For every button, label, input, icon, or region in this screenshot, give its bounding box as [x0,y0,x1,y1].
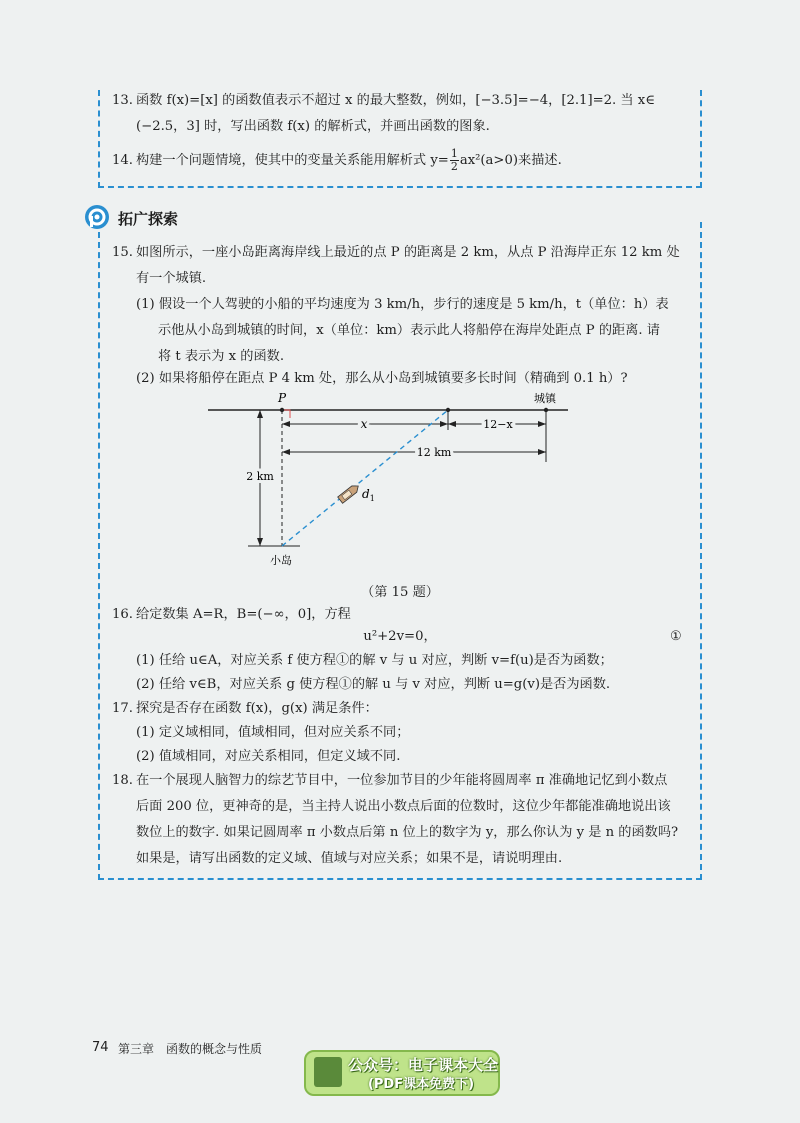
problem-17-line1: 探究是否存在函数 f(x)，g(x) 满足条件： [136,701,378,716]
problem-15-q1-line2: 示他从小岛到城镇的时间，x（单位：km）表示此人将船停在海岸处距点 P 的距离. 请 [158,323,660,338]
problem-15-line2: 有一个城镇. [136,271,207,286]
label-2km: 2 km [246,470,274,483]
label-island: 小岛 [270,554,292,567]
problem-number: 18. [112,773,133,788]
problem-18-line2: 后面 200 位，更神奇的是，当主持人说出小数点后面的位数时，这位少年都能准确地说出该 [136,799,671,814]
problem-14 [112,148,562,174]
problem-15 [112,240,680,266]
badge-line1: 公众号：电子课本大全 [348,1056,499,1074]
problem-18-line4: 如果是，请写出函数的定义域、值域与对应关系；如果不是，请说明理由. [136,851,563,866]
label-x: x [360,417,368,431]
label-d1 [362,487,375,503]
badge-line2: (PDF课本免费下) [367,1077,475,1092]
problem-18-line3: 数位上的数字. 如果记圆周率 π 小数点后第 n 位上的数字为 y，那么你认为 y 是 n 的函数吗? [136,825,679,840]
label-12-minus-x: 12−x [483,418,513,431]
label-town: 城镇 [534,392,556,405]
problem-16-q2: (2) 任给 v∈B，对应关系 g 使方程①的解 u 与 v 对应，判断 u=g(v)是否为函数. [136,677,611,692]
page-number: 74 [92,1040,109,1055]
book-logo-icon [314,1057,342,1087]
problem-14-text-after: ax²(a>0)来描述. [459,153,562,168]
figure-caption: （第 15 题） [361,585,439,600]
island-town-diagram [208,386,588,576]
problem-17-q2: (2) 值域相同，对应关系相同，但定义域不同. [136,749,401,764]
problem-18 [112,768,667,794]
point-P [280,408,284,412]
problem-13 [112,88,655,114]
problem-13-line2: (−2.5，3] 时，写出函数 f(x) 的解析式，并画出函数的图象. [136,119,490,134]
problem-15-q2: (2) 如果将船停在距点 P 4 km 处，那么从小岛到城镇要多长时间（精确到 0.1 h）? [136,371,628,386]
problem-13-line1: 函数 f(x)=[x] 的函数值表示不超过 x 的最大整数，例如，[−3.5]=−4，[2.1]=2. 当 x∈ [136,93,655,108]
watermark-badge [304,1050,500,1096]
problem-17-q1: (1) 定义域相同，值域相同，但对应关系不同； [136,725,410,740]
problem-16-q1: (1) 任给 u∈A，对应关系 f 使方程①的解 v 与 u 对应，判断 v=f(u)是否为函数； [136,653,613,668]
chapter-title: 第三章 函数的概念与性质 [118,1042,263,1056]
problem-17 [112,696,378,722]
equation-1: u²+2v=0， [363,629,437,644]
label-P: P [278,391,287,405]
problem-number: 17. [112,701,133,716]
problem-16-line1: 给定数集 A=R，B=(−∞，0]，方程 [136,607,351,622]
problem-15-line1: 如图所示，一座小岛距离海岸线上最近的点 P 的距离是 2 km，从点 P 沿海岸正东 12 km 处 [136,245,680,260]
section-header [84,202,179,232]
explore-section-icon [84,204,110,230]
problem-number: 16. [112,607,133,622]
boat-icon [338,483,361,503]
problem-14-text: 构建一个问题情境，使其中的变量关系能用解析式 y= [136,153,449,168]
problem-number: 15. [112,245,133,260]
problem-18-line1: 在一个展现人脑智力的综艺节目中，一位参加节目的少年能将圆周率 π 准确地记忆到小数点 [136,773,668,788]
fraction-numerator: 1 [450,147,458,160]
problem-15-q1-line1: (1) 假设一个人驾驶的小船的平均速度为 3 km/h，步行的速度是 5 km/h，t（单位：h）表 [136,297,669,312]
problem-15-q1-line3: 将 t 表示为 x 的函数. [158,349,285,364]
label-d: d [362,487,370,501]
label-12km: 12 km [416,446,452,459]
label-d-subscript: 1 [369,494,375,503]
fraction [450,148,459,173]
fraction-denominator: 2 [450,160,458,173]
equation-marker: ① [670,629,682,644]
problem-number: 14. [112,153,133,168]
section-title: 拓广探索 [118,210,179,228]
problem-number: 13. [112,93,133,108]
